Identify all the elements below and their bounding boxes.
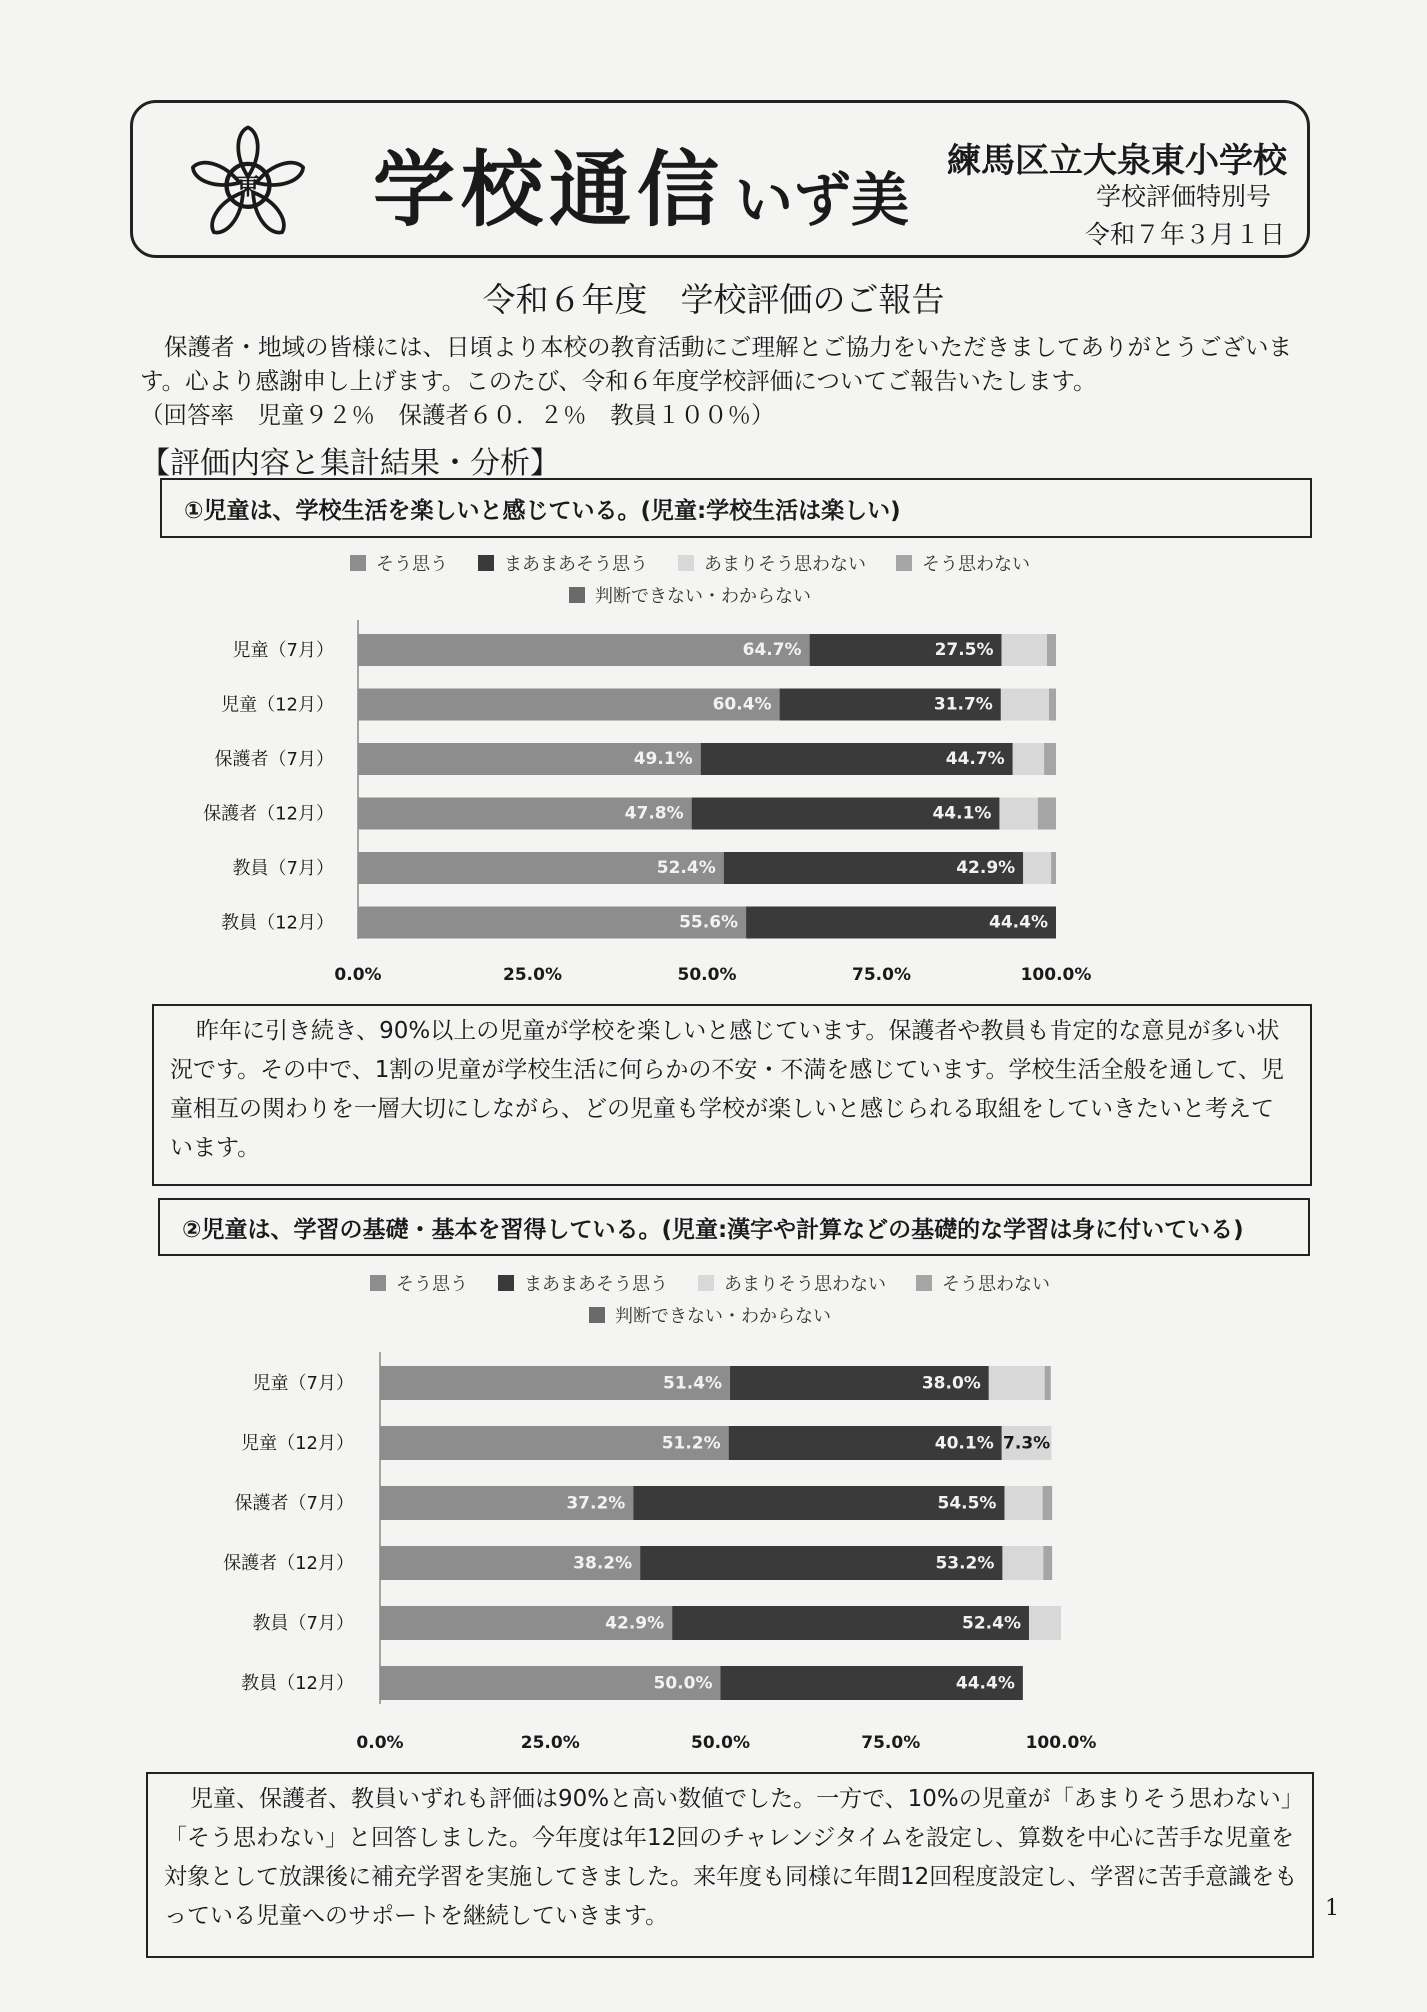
data-label: 47.8%	[624, 803, 684, 824]
legend-label: あまりそう思わない	[724, 1274, 886, 1295]
data-label: 37.2%	[566, 1493, 626, 1514]
category-label: 児童（7月）	[252, 1373, 354, 1395]
tick-label: 75.0%	[861, 1733, 921, 1753]
legend-swatch	[678, 555, 694, 571]
data-label: 38.0%	[921, 1373, 981, 1394]
legend-swatch	[698, 1275, 714, 1291]
tick-label: 75.0%	[852, 965, 911, 985]
bar-segment	[1002, 634, 1047, 666]
data-label: 27.5%	[934, 640, 994, 661]
legend-item	[498, 1270, 668, 1296]
data-label: 42.9%	[605, 1613, 665, 1634]
data-label: 40.1%	[934, 1433, 994, 1454]
data-label: 44.7%	[945, 749, 1005, 770]
tick-label: 100.0%	[1025, 1733, 1097, 1753]
bar-segment	[1049, 689, 1056, 721]
category-label: 教員（7月）	[252, 1613, 354, 1635]
emblem-text: 東	[236, 171, 260, 200]
category-label: 教員（12月）	[221, 912, 334, 934]
data-label: 44.1%	[932, 803, 992, 824]
data-label: 44.4%	[989, 912, 1048, 933]
bar-segment	[1029, 1606, 1061, 1640]
legend-item	[678, 550, 866, 576]
comment-1-text: 昨年に引き続き、90%以上の児童が学校を楽しいと感じています。保護者や教員も肯定的な意見が多い状況です。その中で、1割の児童が学校生活に何らかの不安・不満を感じています。学校生活全般を通して、児童相互の関わりを一層大切にしながら、どの児童も学校が楽しいと感じられる取組をしていきたいと考えています。	[170, 1018, 1285, 1161]
legend-item	[350, 550, 448, 576]
bar-segment	[1044, 743, 1056, 775]
data-label: 52.4%	[656, 858, 716, 879]
issue-date: 令和７年３月１日	[1084, 220, 1285, 249]
category-label: 保護者（12月）	[223, 1553, 354, 1575]
category-label: 教員（7月）	[232, 857, 334, 879]
bar-segment	[1047, 634, 1056, 666]
page-number: 1	[1325, 1896, 1339, 1921]
bar-segment	[1043, 1546, 1052, 1580]
category-label: 保護者（7月）	[234, 1493, 354, 1515]
category-label: 児童（12月）	[241, 1433, 354, 1455]
legend-item	[896, 550, 1030, 576]
bar-segment	[1043, 1486, 1053, 1520]
tick-label: 0.0%	[334, 965, 382, 985]
comment-1-box	[152, 1004, 1312, 1186]
tick-label: 50.0%	[677, 965, 737, 985]
legend-item	[478, 550, 648, 576]
tick-label: 100.0%	[1020, 965, 1092, 985]
legend-label: 判断できない・わからない	[615, 1306, 831, 1327]
legend-swatch	[350, 555, 366, 571]
data-label: 54.5%	[937, 1493, 997, 1514]
data-label: 51.2%	[661, 1433, 721, 1454]
response-rate: （回答率 児童９２％ 保護者６０．２％ 教員１００％）	[140, 401, 775, 429]
legend-item	[370, 1270, 468, 1296]
chart-1	[0, 600, 1427, 985]
data-label: 50.0%	[653, 1673, 713, 1694]
legend-item	[916, 1270, 1050, 1296]
bar-segment	[1051, 852, 1056, 884]
report-title: 令和６年度 学校評価のご報告	[482, 280, 945, 319]
question-1-label: ①児童は、学校生活を楽しいと感じている。(児童:学校生活は楽しい)	[184, 497, 901, 524]
legend-label: 判断できない・わからない	[595, 586, 811, 607]
tick-label: 50.0%	[691, 1733, 750, 1753]
question-2-label: ②児童は、学習の基礎・基本を習得している。(児童:漢字や計算などの基礎的な学習は身に付いている)	[182, 1216, 1244, 1243]
data-label: 60.4%	[712, 694, 772, 715]
newsletter-title: 学校通信	[373, 142, 726, 238]
chart-2-legend	[300, 1270, 1120, 1328]
bar-segment	[989, 1366, 1045, 1400]
data-label: 44.4%	[955, 1673, 1015, 1694]
legend-swatch	[370, 1275, 386, 1291]
data-label: 53.2%	[935, 1553, 995, 1574]
tick-label: 25.0%	[503, 965, 562, 985]
legend-swatch	[478, 555, 494, 571]
school-name: 練馬区立大泉東小学校	[947, 141, 1287, 181]
question-2-box	[158, 1198, 1310, 1256]
bar-segment	[1004, 1486, 1042, 1520]
intro-text: 保護者・地域の皆様には、日頃より本校の教育活動にご理解とご協力をいただきましてありがとうございます。心より感謝申し上げます。このたび、令和６年度学校評価についてご報告いたします。	[140, 333, 1292, 395]
bar-segment	[1038, 798, 1056, 830]
data-label: 51.4%	[663, 1373, 723, 1394]
legend-label: そう思わない	[922, 554, 1030, 575]
newsletter-subtitle: いず美	[735, 166, 910, 234]
data-label: 55.6%	[679, 912, 739, 933]
school-emblem-icon	[183, 121, 313, 239]
bar-segment	[1013, 743, 1044, 775]
section-heading: 【評価内容と集計結果・分析】	[140, 446, 560, 481]
legend-item	[589, 1302, 831, 1328]
tick-label: 0.0%	[356, 1733, 404, 1753]
legend-label: そう思う	[376, 554, 448, 575]
bar-segment	[1001, 689, 1049, 721]
category-label: 保護者（7月）	[214, 748, 334, 770]
category-label: 教員（12月）	[241, 1673, 354, 1695]
legend-label: まあまあそう思う	[504, 554, 648, 575]
legend-swatch	[896, 555, 912, 571]
category-label: 保護者（12月）	[203, 803, 334, 825]
comment-2-box	[146, 1772, 1314, 1958]
bar-segment	[1045, 1366, 1051, 1400]
data-label: 64.7%	[742, 640, 802, 661]
question-1-box	[160, 478, 1312, 538]
legend-label: あまりそう思わない	[704, 554, 866, 575]
data-label: 52.4%	[962, 1613, 1021, 1634]
masthead	[130, 100, 1310, 258]
category-label: 児童（7月）	[232, 639, 334, 661]
legend-item	[698, 1270, 886, 1296]
comment-2-text: 児童、保護者、教員いずれも評価は90%と高い数値でした。一方で、10%の児童が「あまりそう思わない」「そう思わない」と回答しました。今年度は年12回のチャレンジタイムを設定し、算数を中心に苦手な児童を対象として放課後に補充学習を実施してきました。来年度も同様に年間12回程度設定し、学習に苦手意識をもっている児童へのサポートを継続していきます。	[164, 1786, 1298, 1929]
chart-2	[0, 1340, 1427, 1753]
legend-swatch	[589, 1307, 605, 1323]
intro-paragraph	[140, 330, 1330, 432]
bar-segment	[999, 798, 1037, 830]
data-label: 42.9%	[956, 858, 1016, 879]
category-label: 児童（12月）	[221, 694, 334, 716]
data-label: 31.7%	[933, 694, 993, 715]
bar-segment	[1023, 852, 1051, 884]
legend-label: そう思う	[396, 1274, 468, 1295]
bar-segment	[1002, 1546, 1043, 1580]
legend-label: そう思わない	[942, 1274, 1050, 1295]
data-label: 38.2%	[573, 1553, 633, 1574]
tick-label: 25.0%	[520, 1733, 580, 1753]
legend-swatch	[916, 1275, 932, 1291]
data-label: 49.1%	[633, 749, 693, 770]
legend-swatch	[498, 1275, 514, 1291]
data-label: 7.3%	[1003, 1433, 1051, 1454]
special-issue-label: 学校評価特別号	[1095, 182, 1271, 211]
legend-label: まあまあそう思う	[524, 1274, 668, 1295]
